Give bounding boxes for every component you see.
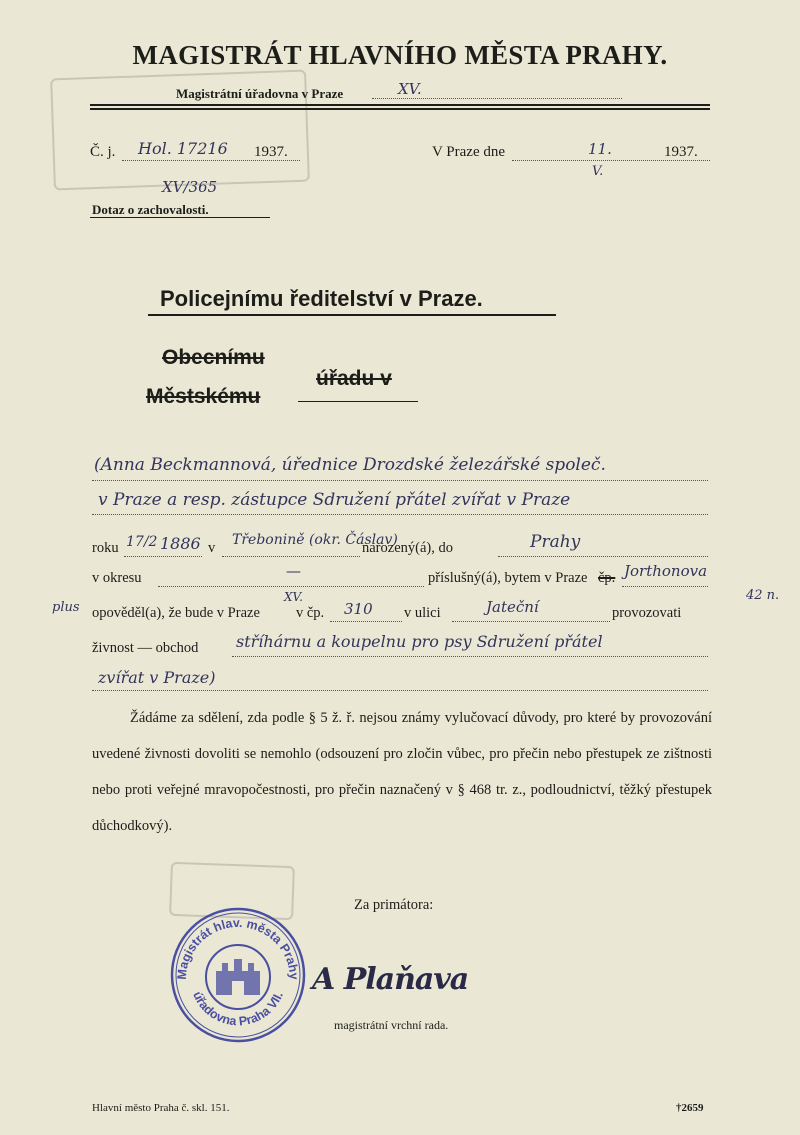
cj-label: Č. j. — [90, 144, 116, 160]
provozovati-label: provozovati — [612, 605, 682, 621]
house-dotline — [330, 621, 402, 622]
za-primatora: Za primátora: — [354, 897, 434, 913]
margin-note: plus — [52, 600, 80, 615]
applicant-line-2: v Praze a resp. zástupce Sdružení přátel zvířat v Praze — [98, 490, 571, 510]
okres-label: v okresu — [92, 570, 142, 586]
subject-rule — [90, 217, 270, 218]
signature-role: magistrátní vrchní rada. — [334, 1018, 449, 1032]
roku-dotline — [124, 556, 202, 557]
trade-line-1: stříhárnu a koupelnu pro psy Sdružení přátel — [236, 632, 603, 651]
date-day: 11. — [588, 140, 612, 158]
house-number: 310 — [344, 600, 373, 618]
residence-dotline — [622, 586, 708, 587]
subject: Dotaz o zachovalosti. — [92, 202, 209, 217]
domicile-dotline — [498, 556, 708, 557]
domicile: Prahy — [530, 532, 581, 552]
page-title: MAGISTRÁT HLAVNÍHO MĚSTA PRAHY. — [132, 40, 668, 70]
district: XV. — [284, 590, 303, 604]
office-label: Magistrátní úřadovna v Praze — [176, 86, 344, 101]
applicant-line-1: (Anna Beckmannová, úřednice Drozdské železářské společ. — [94, 455, 606, 475]
birth-year: 1886 — [160, 534, 201, 553]
trade-dotline-2 — [92, 690, 708, 691]
residence-number: 42 n. — [746, 588, 780, 603]
footer-right: †2659 — [676, 1102, 704, 1114]
date-label: V Praze dne — [432, 144, 506, 160]
street-label: v ulici — [404, 605, 441, 621]
cj-value: Hol. 17216 — [138, 139, 228, 158]
v-cp-label: v čp. — [296, 605, 325, 621]
office-dotline — [372, 98, 622, 99]
official-seal-icon — [168, 905, 308, 1045]
prislusny-label: příslušný(á), bytem v Praze — [428, 570, 588, 586]
okres-dotline — [158, 586, 424, 587]
footer-left: Hlavní město Praha č. skl. 151. — [92, 1102, 230, 1114]
roku-v-label: v — [208, 540, 216, 556]
roku-label: roku — [92, 540, 119, 556]
applicant-dotline-1 — [92, 480, 708, 481]
header-rule-2 — [90, 108, 710, 110]
residence: Jorthonova — [624, 562, 708, 580]
cj-year: 1937. — [254, 144, 288, 160]
trade-line-2: zvířat v Praze) — [98, 668, 216, 687]
birth-place: Třebonině (okr. Čáslav) — [232, 532, 398, 548]
date-year: 1937. — [664, 144, 698, 160]
narozeny-label: narozený(á), do — [362, 540, 453, 556]
okres-value: — — [286, 562, 301, 580]
birth-day: 17/2 — [126, 534, 158, 550]
recipient-uradu-rule — [298, 401, 418, 402]
street-dotline — [452, 621, 610, 622]
request-paragraph: Žádáme za sdělení, zda podle § 5 ž. ř. nejsou známy vylučovací důvody, pro které by provozování uvedené živnosti dovoliti se nemohlo (odsouzení pro zločin vůbec, pro přečin nebo přestupek ze zištnosti nebo proti veřejné mravopočestnosti, pro přečin naznačený v § 468 tr. z., podloudnictví, těžký přestupek důchodkový). — [92, 710, 712, 834]
applicant-dotline-2 — [92, 514, 708, 515]
cp-struck: čp. — [598, 570, 616, 586]
trade-dotline-1 — [232, 656, 708, 657]
date-month: V. — [592, 164, 604, 179]
signature: A Plaňava — [312, 962, 469, 997]
birthplace-dotline — [222, 556, 360, 557]
recipient-mestskemu: Městskému — [146, 385, 261, 408]
office-value: XV. — [398, 80, 422, 98]
recipient-obecnimu: Obecnímu — [162, 346, 265, 369]
ohlasil-label: opověděl(a), že bude v Praze — [92, 605, 260, 621]
header-rule-1 — [90, 104, 710, 106]
recipient-uradu: úřadu v — [316, 367, 392, 390]
seal-text-top: Magistrát hlav. města Prahy — [174, 915, 302, 981]
recipient-rule — [148, 314, 556, 316]
seal-text-bottom: úřadovna Praha VII. — [190, 989, 286, 1029]
zivnost-label: živnost — obchod — [92, 640, 199, 656]
sub-number: XV/365 — [162, 178, 218, 196]
street: Jateční — [486, 598, 539, 616]
recipient-police: Policejnímu ředitelství v Praze. — [160, 286, 483, 311]
